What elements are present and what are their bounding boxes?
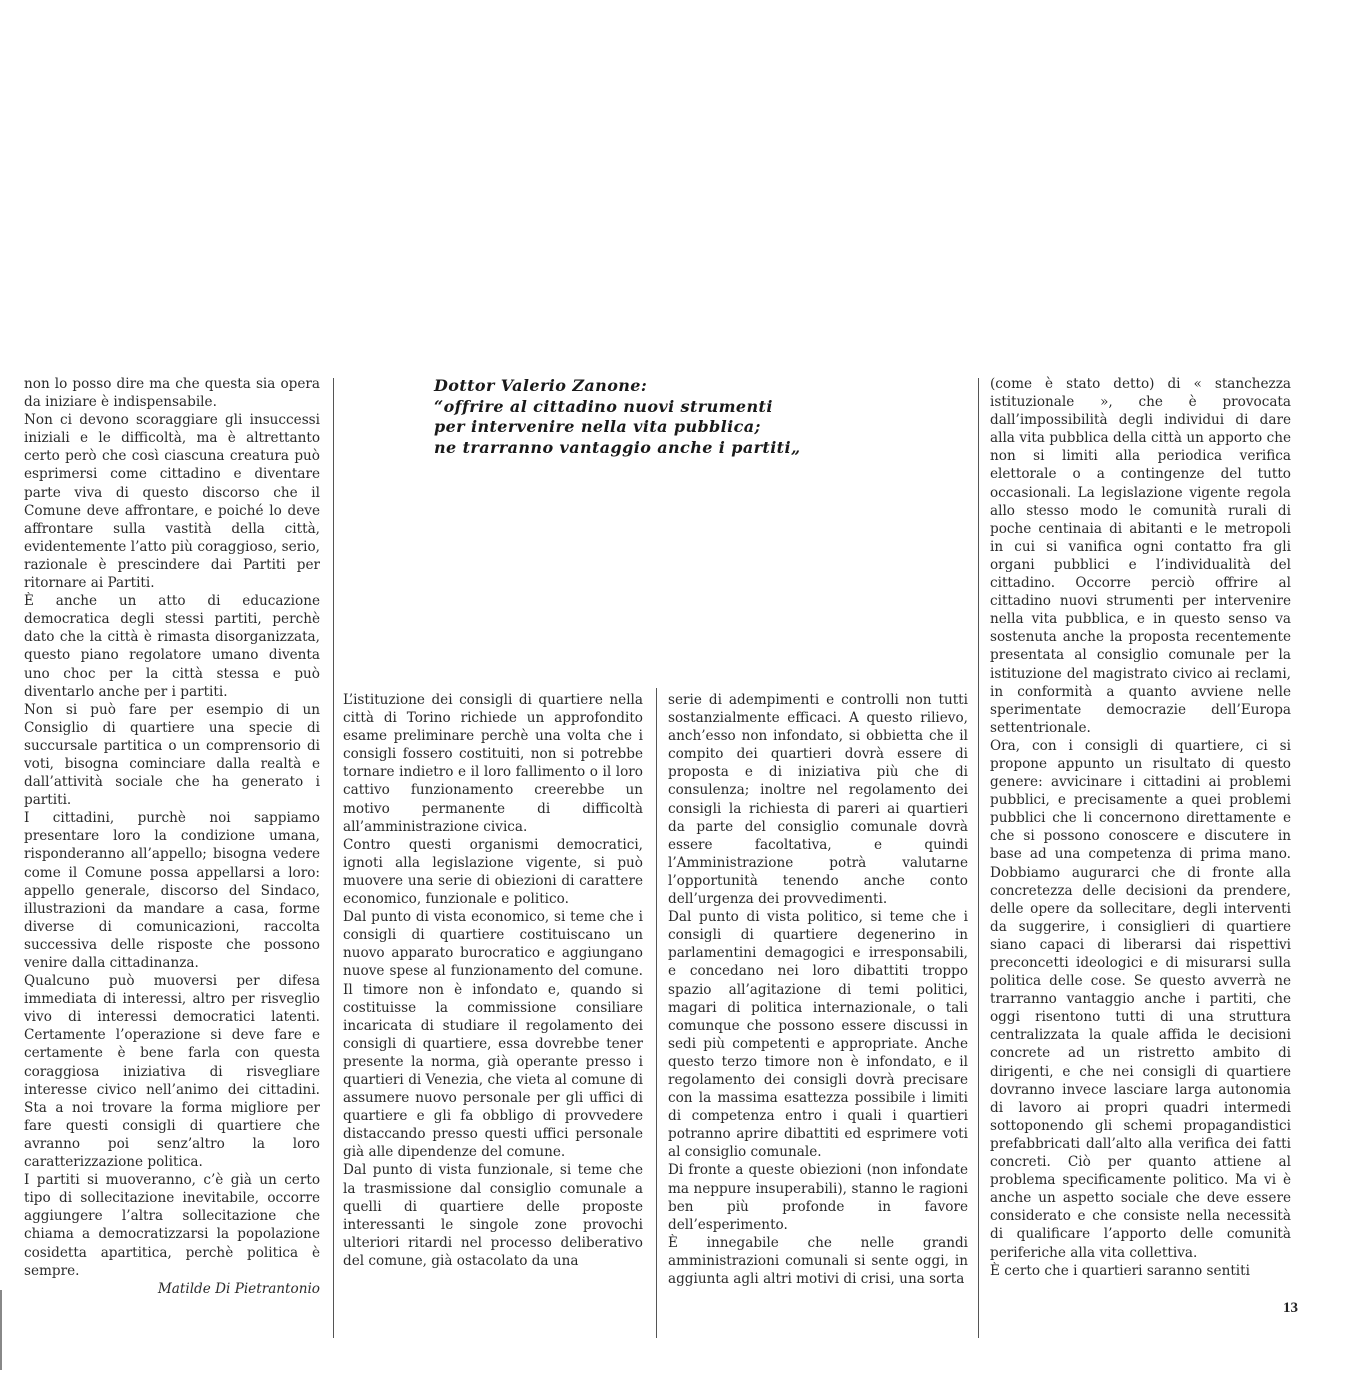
article-headline	[434, 376, 964, 458]
paragraph: È innegabile che nelle grandi amministrazioni comunali si sente oggi, in aggiunta agli altri motivi di crisi, una sorta	[668, 1234, 968, 1287]
paragraph: Di fronte a queste obiezioni (non infondate ma neppure insuperabili), stanno le ragioni ben più profonde in favore dell’esperimento.	[668, 1162, 968, 1233]
headline-line: per intervenire nella vita pubblica;	[434, 417, 761, 436]
paragraph: I partiti si muoveranno, c’è già un certo tipo di sollecitazione inevitabile, occorre aggiungere l’altra sollecitazione che chiama a democratizzarsi la popolazione cosidetta apartitica, perchè politica è sempre.	[24, 1172, 320, 1279]
paragraph: Dal punto di vista politico, si teme che i consigli di quartiere degenerino in parlamentini demagogici e irresponsabili, e concedano nei loro dibattiti troppo spazio all’agitazione di temi politici, magari di politica internazionale, o tali comunque che possono essere discussi in sedi più competenti e appropriate. Anche questo terzo timore non è infondato, e il regolamento dei consigli dovrà precisare con la massima esattezza possibile i limiti di competenza entro i quali i quartieri potranno aprire dibattiti ed esprimere voti al consiglio comunale.	[668, 909, 968, 1161]
paragraph: non lo posso dire ma che questa sia opera da iniziare è indispensabile.	[24, 376, 320, 411]
page-edge-mark	[0, 1290, 2, 1370]
paragraph: Ora, con i consigli di quartiere, ci si propone appunto un risultato di questo genere: avvicinare i cittadini ai problemi pubblici, e precisamente a quei problemi pubblici che li concernono direttamente e che si possono conoscere e discutere in base ad una competenza di prima mano. Dobbiamo augurarci che di fronte alla concretezza delle decisioni da prendere, delle opere da sollecitare, degli interventi da suggerire, i consiglieri di quartiere siano capaci di liberarsi dai rispettivi preconcetti ideologici e di misurarsi sulla politica delle cose. Se questo avverrà ne trarranno vantaggio anche i partiti, che oggi risentono tutti di una struttura centralizzata la quale affida le decisioni concrete ad un ristretto ambito di dirigenti, e che nei consigli di quartiere dovranno invece lasciare larga autonomia di lavoro ai propri quadri intermedi sottoponendo gli schemi propagandistici prefabbricati dall’alto alla verifica dei fatti concreti. Ciò per quanto attiene al problema specificamente politico. Ma vi è anche un aspetto sociale che deve essere considerato e che consiste nella necessità di qualificare l’apporto delle comunità periferiche alla vita collettiva.	[990, 737, 1291, 1261]
column-divider	[333, 378, 334, 1338]
column-2	[343, 691, 643, 1270]
paragraph: Non ci devono scoraggiare gli insuccessi iniziali e le difficoltà, ma è altrettanto certo però che così ciascuna creatura può esprimersi come cittadino e diventare parte viva di questo discorso che il Comune deve affrontare, e poiché lo deve affrontare sulla vastità della città, evidentemente l’atto più coraggioso, serio, razionale è prescindere dai Partiti per ritornare ai Partiti.	[24, 412, 320, 592]
headline-line: ne trarranno vantaggio anche i partiti„	[434, 437, 801, 457]
column-4	[990, 375, 1291, 1280]
paragraph: Qualcuno può muoversi per difesa immediata di interessi, altro per risveglio vivo di interessi democratici latenti. Certamente l’operazione si deve fare e certamente è bene farla con questa coraggiosa iniziativa di risvegliare interesse civico nell’animo dei cittadini. Sta a noi trovare la forma migliore per fare questi consigli di quartiere che avranno poi senz’altro la loro caratterizzazione politica.	[24, 973, 320, 1171]
paragraph: Non si può fare per esempio di un Consiglio di quartiere una specie di succursale partitica o un comprensorio di voti, bisogna cominciare dalla realtà e dall’attività sociale che ha generato i partiti.	[24, 701, 320, 809]
paragraph: Dal punto di vista economico, si teme che i consigli di quartiere costituiscano un nuovo apparato burocratico e aggiungano nuove spese al funzionamento del comune. Il timore non è infondato e, quando si costituisse la commissione consiliare incaricata di studiare il regolamento dei consigli di quartiere, essa dovrebbe tener presente la norma, già operante presso i quartieri di Venezia, che vieta al comune di assumere nuovo personale per gli uffici di quartiere e gli fa obbligo di provvedere distaccando presso questi uffici personale già alle dipendenze del comune.	[343, 909, 643, 1161]
paragraph: È certo che i quartieri saranno sentiti	[990, 1262, 1250, 1279]
paragraph: serie di adempimenti e controlli non tutti sostanzialmente efficaci. A questo rilievo, anch’esso non infondato, si obbietta che il compito dei quartieri dovrà essere di proposta e di iniziativa più che di consulenza; inoltre nel regolamento dei consigli la richiesta di pareri ai quartieri da parte del consiglio comunale dovrà essere facoltativa, e quindi l’Amministrazione potrà valutarne l’opportunità tenendo anche conto dell’urgenza dei provvedimenti.	[668, 692, 968, 908]
paragraph: È anche un atto di educazione democratica degli stessi partiti, perchè dato che la città è rimasta disorganizzata, questo piano regolatore umano diventa uno choc per la città stessa e può diventarlo anche per i partiti.	[24, 593, 320, 700]
paragraph: L’istituzione dei consigli di quartiere nella città di Torino richiede un approfondito esame preliminare perchè una volta che i consigli fossero costituiti, non si potrebbe tornare indietro e il loro fallimento o il loro cattivo funzionamento creerebbe un motivo permanente di difficoltà all’amministrazione civica.	[343, 692, 643, 835]
paragraph: (come è stato detto) di « stanchezza istituzionale », che è provocata dall’impossibilità degli individui di dare alla vita pubblica della città un apporto che non si limiti alla periodica verifica elettorale o a contingenze del tutto occasionali. La legislazione vigente regola allo stesso modo le comunità rurali di poche centinaia di abitanti e le metropoli in cui si vanifica ogni contatto fra gli organi pubblici e l’individualità del cittadino. Occorre perciò offrire al cittadino nuovi strumenti per intervenire nella vita pubblica, e in questo senso va sostenuta anche la proposta recentemente presentata al consiglio comunale per la istituzione del magistrato civico ai reclami, in conformità a quanto avviene nelle sperimentate democrazie dell’Europa settentrionale.	[990, 376, 1291, 736]
column-divider	[656, 688, 657, 1338]
headline-line: “offrire al cittadino nuovi strumenti	[434, 396, 773, 416]
paragraph: Dal punto di vista funzionale, si teme che la trasmissione dal consiglio comunale a quelli di quartiere delle proposte interessanti le singole zone provochi ulteriori ritardi nel processo deliberativo del comune, già ostacolato da una	[343, 1162, 643, 1269]
paragraph: I cittadini, purchè noi sappiamo presentare loro la condizione umana, risponderanno all’appello; bisogna vedere come il Comune possa appellarsi a loro: appello generale, discorso del Sindaco, illustrazioni da mandare a casa, forme diverse di comunicazioni, raccolta successiva delle risposte che possono venire dalla cittadinanza.	[24, 810, 320, 971]
author-signature: Matilde Di Pietrantonio	[157, 1280, 320, 1297]
column-1	[24, 375, 320, 1298]
column-3	[668, 691, 968, 1288]
paragraph: Contro questi organismi democratici, ignoti alla legislazione vigente, si può muovere una serie di obiezioni di carattere economico, funzionale e politico.	[343, 836, 643, 908]
page-number: 13	[1283, 1300, 1298, 1316]
column-divider	[978, 378, 979, 1338]
headline-line: Dottor Valerio Zanone:	[434, 376, 648, 395]
